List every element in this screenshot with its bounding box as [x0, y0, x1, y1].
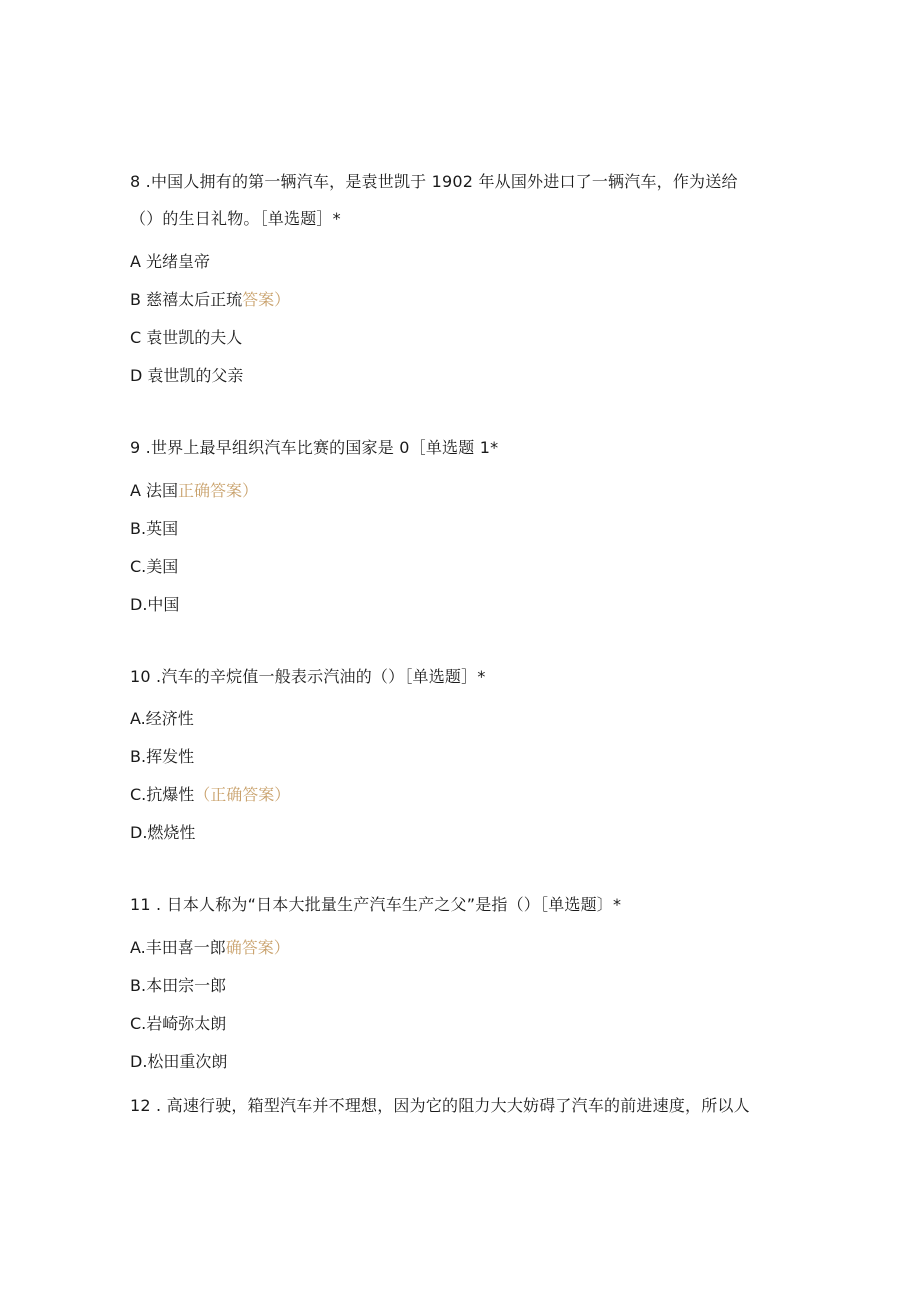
question-11-stem: 11 . 日本人称为“日本大批量生产汽车生产之父”是指（）［单选题〕* — [130, 895, 622, 914]
question-10-option-a — [130, 709, 194, 729]
question-10-option-d — [130, 823, 195, 843]
option-text: D.中国 — [130, 595, 180, 614]
option-text: C 袁世凯的夫人 — [130, 328, 243, 347]
answer-mark: （正确答案） — [194, 785, 291, 804]
option-text: D.燃烧性 — [130, 823, 196, 842]
answer-mark: 确答案） — [225, 938, 290, 957]
option-text: A 法国 — [130, 481, 179, 500]
option-text: C.美国 — [130, 557, 179, 576]
question-9-option-c — [130, 557, 178, 577]
question-8-stem-line2: （）的生日礼物。［单选题］* — [130, 209, 341, 228]
question-10-stem: 10 .汽车的辛烷值一般表示汽油的（）［单选题］* — [130, 667, 486, 686]
option-text: B.本田宗一郎 — [130, 976, 227, 995]
question-8-option-a — [130, 252, 210, 272]
question-11-option-a — [130, 938, 290, 958]
question-9-stem: 9 .世界上最早组织汽车比赛的国家是 0［单选题 1* — [130, 438, 499, 457]
question-12-stem: 12 . 高速行驶，箱型汽车并不理想，因为它的阻力大大妨碍了汽车的前进速度，所以人 — [130, 1096, 750, 1115]
question-8-option-c — [130, 328, 242, 348]
option-text: A.经济性 — [130, 709, 194, 728]
option-text: C.岩崎弥太朗 — [130, 1014, 227, 1033]
option-text: C.抗爆性 — [130, 785, 195, 804]
option-text: B.英国 — [130, 519, 179, 538]
question-9-option-b — [130, 519, 178, 539]
question-9-option-a — [130, 481, 258, 501]
option-text: D.松田重次朗 — [130, 1052, 228, 1071]
question-11-option-d — [130, 1052, 227, 1072]
question-10-option-b — [130, 747, 194, 767]
option-text: D 袁世凯的父亲 — [130, 366, 244, 385]
option-text: A 光绪皇帝 — [130, 252, 211, 271]
question-9-option-d — [130, 595, 179, 615]
question-11-option-b — [130, 976, 226, 996]
option-text: B 慈禧太后正琉 — [130, 290, 243, 309]
question-8-stem-line1: 8 .中国人拥有的第一辆汽车，是袁世凯于 1902 年从国外进口了一辆汽车，作为送给 — [130, 172, 738, 191]
answer-mark: 正确答案） — [178, 481, 259, 500]
question-10-option-c — [130, 785, 290, 805]
question-8-option-d — [130, 366, 243, 386]
answer-mark: 答案） — [242, 290, 291, 309]
option-text: A.丰田喜一郎 — [130, 938, 226, 957]
question-11-option-c — [130, 1014, 226, 1034]
question-8-option-b — [130, 290, 290, 310]
option-text: B.挥发性 — [130, 747, 195, 766]
